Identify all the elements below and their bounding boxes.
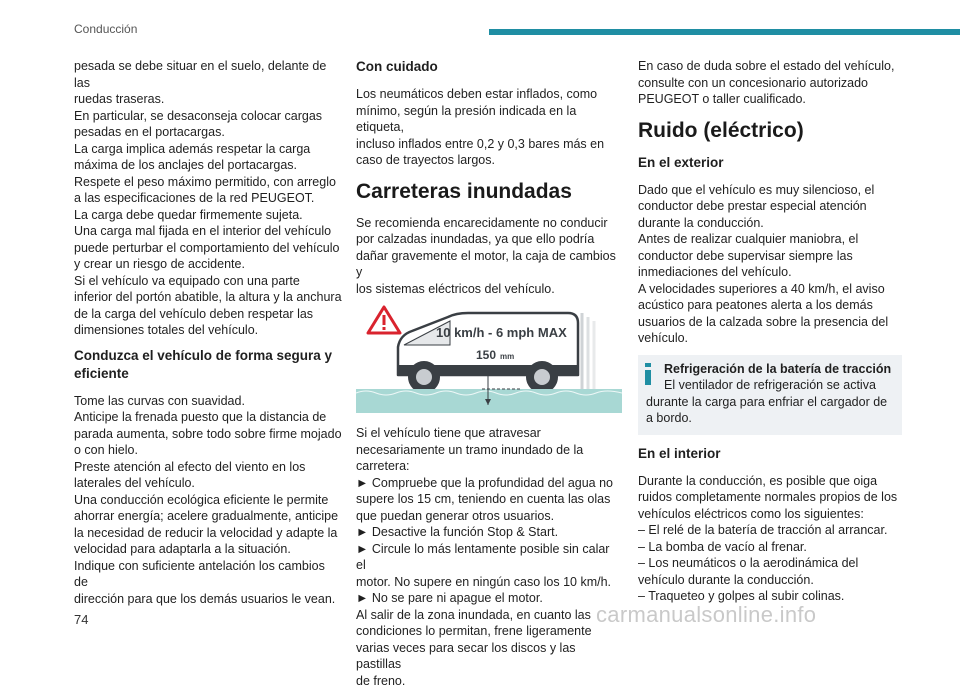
water-depth-unit: mm (500, 352, 515, 361)
battery-cooling-info-box: Refrigeración de la batería de tracción El ventilador de refrigeración se activa durante la carga para enfriar el cargador de a bordo. (638, 355, 902, 435)
info-title: Refrigeración de la batería de tracción (664, 361, 892, 376)
column-1 (74, 58, 342, 615)
page-number: 74 (74, 612, 89, 627)
doubt-paragraph: En caso de duda sobre el estado del vehículo, consulte con un concesionario autorizado PEUGEOT o taller cualificado. (638, 59, 895, 106)
caution-heading: Con cuidado (356, 59, 438, 74)
crossing-instructions: Si el vehículo tiene que atravesar necesariamente un tramo inundado de la carretera: ► Compruebe que la profundidad del agua no supere los 15 cm, teniendo en cuenta las olas que puedan generar otros usuarios. ► Desactive la función Stop & Start. ► Circule lo más lentamente posible sin calar el motor. No supere en ningún caso los 10 km/h. ► No se pare ni apague el motor. Al salir de la zona inundada, en cuanto las condiciones lo permitan, frene ligeramente varias veces para secar los discos y las pastillas de freno. (356, 426, 614, 688)
column-3 (638, 58, 902, 613)
exterior-paragraph: Dado que el vehículo es muy silencioso, el conductor debe prestar especial atención durante la conducción. Antes de realizar cualquier maniobra, el conductor debe supervisar siempre las inmediaciones del vehículo. A velocidades superiores a 40 km/h, el aviso acústico para peatones alerta a los demás usuarios de la calzada sobre la presencia del vehículo. (638, 182, 889, 345)
caution-paragraph: Los neumáticos deben estar inflados, como mínimo, según la presión indicada en la etiqueta, incluso inflados entre 0,2 y 0,3 bares más en caso de trayectos largos. (356, 87, 605, 167)
header-accent-bar (489, 29, 960, 35)
section-title: Conducción (74, 22, 138, 36)
warning-triangle-icon (368, 307, 400, 333)
interior-paragraph: Durante la conducción, es posible que oiga ruidos completamente normales propios de los vehículos eléctricos como los siguientes: – El relé de la batería de tracción al arrancar. – La bomba de vacío al frenar. – Los neumáticos o la aerodinámica del vehículo durante la conducción. – Traqueteo y golpes al subir colinas. (638, 473, 898, 603)
interior-heading: En el interior (638, 445, 721, 461)
safe-driving-heading: Conduzca el vehículo de forma segura y eficiente (74, 347, 333, 381)
water-depth-value: 150 (476, 348, 497, 362)
watermark: carmanualsonline.info (596, 602, 817, 627)
column-2 (356, 58, 622, 697)
speed-limit-label: 10 km/h - 6 mph MAX (436, 325, 567, 340)
flooded-roads-heading: Carreteras inundadas (356, 179, 572, 203)
exterior-heading: En el exterior (638, 154, 724, 170)
safe-driving-paragraph: Tome las curvas con suavidad. Anticipe la frenada puesto que la distancia de parada aumenta, sobre todo sobre firme mojado o con hielo. Preste atención al efecto del viento en los laterales del vehículo. Una conducción ecológica eficiente le permite ahorrar energía; acelere gradualmente, anticipe la necesidad de reducir la velocidad y adapte la velocidad para adaptarla a la situación. Indique con suficiente antelación los cambios de dirección para que los demás usuarios le vean. (74, 393, 342, 606)
load-paragraph: pesada se debe situar en el suelo, delante de las ruedas traseras. En particular, se desaconseja colocar cargas pesadas en el portacargas. La carga implica además respetar la carga máxima de los anclajes del portacargas. Respete el peso máximo permitido, con arreglo a las especificaciones de la red PEUGEOT. La carga debe quedar firmemente sujeta. Una carga mal fijada en el interior del vehículo puede perturbar el comportamiento del vehículo y crear un riesgo de accidente. Si el vehículo va equipado con una parte inferior del portón abatible, la altura y la anchura de la carga del vehículo deben respetar las dimensiones totales del vehículo. (74, 59, 342, 337)
flooded-road-illustration (356, 305, 622, 413)
noise-heading: Ruido (eléctrico) (638, 118, 804, 142)
flooded-roads-paragraph: Se recomienda encarecidamente no conducir por calzadas inundadas, ya que ello podría dañar gravemente el motor, la caja de cambios y los sistemas eléctricos del vehículo. (356, 215, 616, 296)
info-icon (644, 363, 652, 385)
